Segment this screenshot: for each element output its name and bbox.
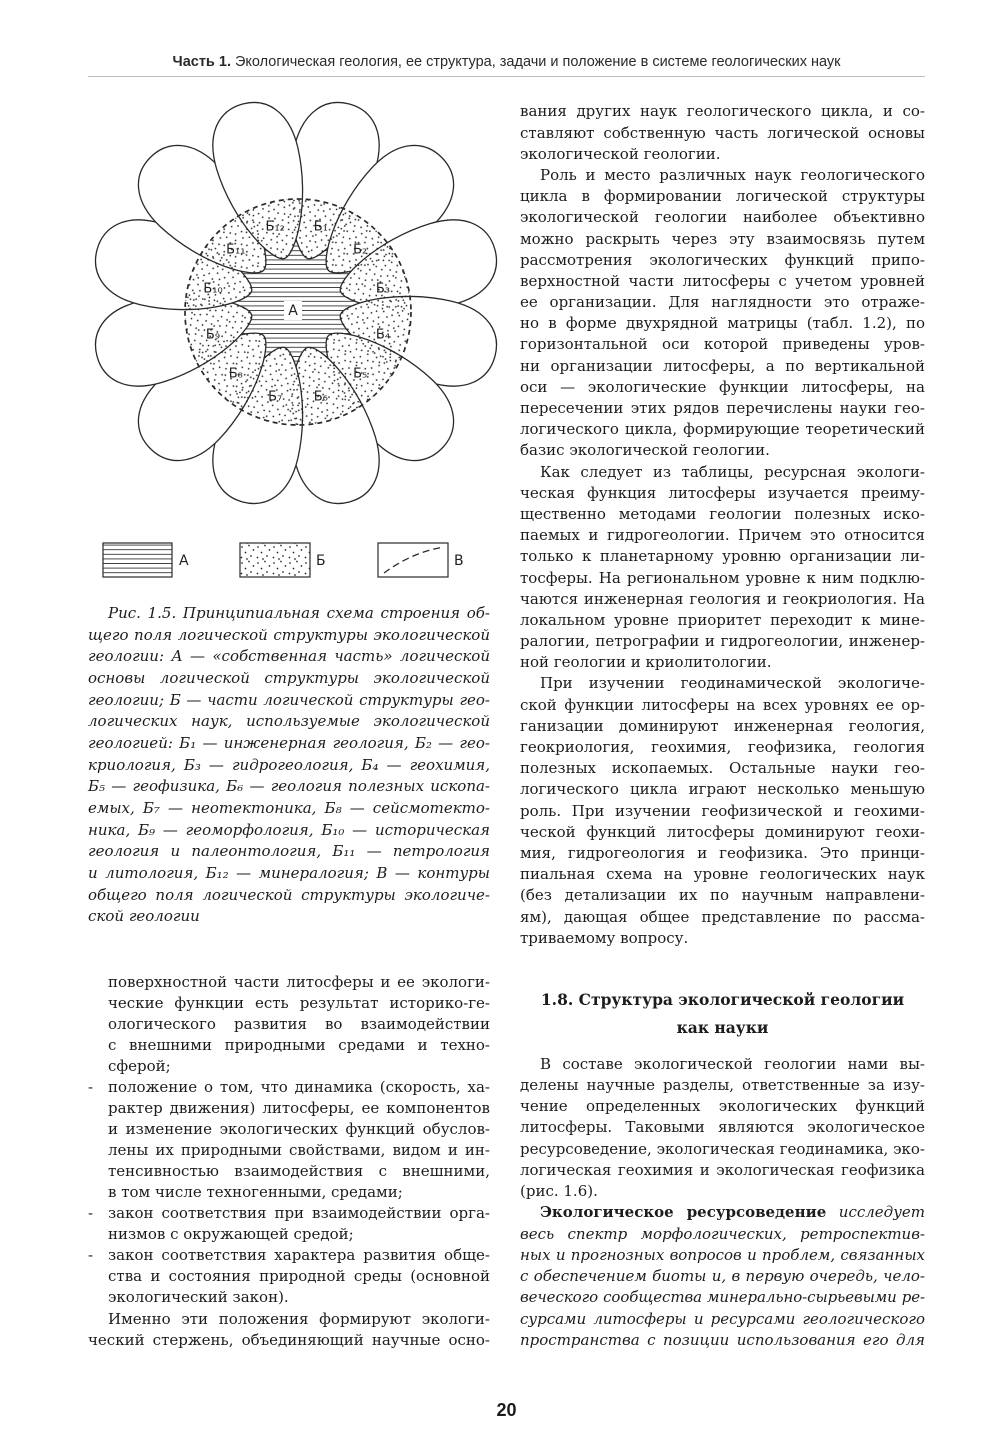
text-line: положение о том, что динамика (скорость, ха- [108,1077,490,1096]
text-line: ческие функции есть результат историко-ге- [108,993,490,1012]
paragraph [88,603,490,928]
text-line: чение определенных экологических функций [520,1097,925,1115]
text-line: роль. При изучении геофизической и геохими- [520,801,925,820]
text-line: и изменение экологических функций обуслов- [108,1119,490,1138]
legend-swatch-b [240,543,310,577]
legend-swatch-a [103,543,172,577]
text-line: При изучении геодинамической экологиче- [540,674,925,693]
text-line: ни организации литосферы, а по вертикальной [520,356,925,375]
text-line: геологии; Б — части логической структуры гео- [88,690,490,709]
section-heading-line-1: 1.8. Структура экологической геологии [540,990,905,1009]
list-item [88,1077,490,1203]
petal-label-b7: Б₇ [268,389,283,405]
legend-label-v: В [454,553,464,569]
text-line: ям), дающая общее представление по рассма- [520,907,925,926]
text-line: ганизации доминируют инженерная геология, [520,716,925,735]
text-line: веческого сообщества минерально-сырьевыми ре- [520,1288,925,1307]
text-line: закон соответствия характера развития обще- [108,1246,490,1265]
text-line: горизонтальной оси которой приведены уров- [520,335,925,354]
text-line: ской функции литосферы на всех уровнях ее ор- [520,695,925,714]
center-label-a: А [288,303,298,319]
text-line: литосферы. Таковыми являются экологическое [520,1118,925,1137]
list-item [88,1245,490,1308]
text-line: Именно эти положения формируют экологи- [108,1309,490,1328]
text-line: полезных ископаемых. Остальные науки гео- [520,759,925,778]
text-line: ства и состояния природной среды (основной [108,1267,490,1286]
text-line: тосферы. На региональном уровне к ним подклю- [520,568,925,587]
text-line: ника, Б₉ — геоморфология, Б₁₀ — историческая [88,820,490,839]
text-line: низмов с окружающей средой; [108,1225,354,1244]
text-line: геологией: Б₁ — инженерная геология, Б₂ — гео- [88,733,490,752]
text-line: чаются инженерная геология и геокриология. На [520,589,925,608]
text-line: рактер движения) литосферы, ее компонентов [108,1098,490,1117]
page-number: 20 [496,1400,517,1420]
text-line: лены их природными свойствами, видом и ин- [108,1141,490,1159]
header-rule [88,76,925,77]
paragraph [520,165,925,462]
petal-label-b5: Б₅ [353,366,368,382]
paragraph [520,673,925,948]
lead-term: Экологическое ресурсоведение [540,1203,827,1222]
petal-label-b2: Б₂ [353,242,368,258]
text-line: ной геологии и криолитологии. [520,653,772,672]
paragraph [520,1202,925,1351]
text-line: геологии: А — «собственная часть» логической [88,647,490,666]
legend [103,543,464,577]
text-line [520,1202,925,1223]
text-line: сурсами литосферы и ресурсами геологического [520,1309,925,1328]
text-line: ческий стержень, объединяющий научные осно- [88,1330,490,1349]
text-line: но в форме двухрядной матрицы (табл. 1.2), по [520,314,925,333]
text-line: Б₅ — геофизика, Б₆ — геология полезных ископа- [88,777,490,796]
text-line: геокриология, геохимия, геофизика, геология [520,738,925,757]
petal-label-b8: Б₈ [228,366,243,382]
text-line: Рис. 1.5. Принципиальная схема строения об- [108,604,490,622]
text-line: вания других наук геологического цикла, и со- [520,102,925,121]
text-line: основы логической структуры экологической [88,668,490,687]
text-line: щественно методами геологии полезных иско- [520,504,925,523]
text-line: оси — экологические функции литосферы, на [520,377,925,396]
text-line: ее организации. Для наглядности это отраже- [520,293,925,312]
text-line: логического цикла играют несколько меньшую [520,780,925,799]
right-column-text [520,101,925,949]
text-line: Роль и место различных наук геологического [540,165,925,184]
list-marker: - [88,1246,94,1265]
text-line: поверхностной части литосферы и ее экологи- [108,972,490,991]
text-line: ологического развития во взаимодействии [108,1014,490,1033]
text-line: весь спектр морфологических, ретроспектив- [520,1224,925,1243]
list-marker: - [88,1204,94,1223]
paragraph [520,1054,925,1203]
petal-label-b9: Б₉ [205,327,221,343]
petal-label-b6: Б₆ [313,389,328,405]
text-line: цикла в формировании логической структуры [520,187,925,206]
text-line: паемых и гидрогеологии. Причем это относится [520,526,925,545]
section-body-text [520,1054,925,1352]
text-line: тенсивностью взаимодействия с внешними, [108,1162,490,1181]
text-line: ных и прогнозных вопросов и проблем, связанных [520,1245,925,1264]
text-line: (рис. 1.6). [520,1182,598,1200]
text-line: базис экологической геологии. [520,441,770,460]
text-line: щего поля логической структуры экологической [88,625,490,644]
text-line: общего поля логической структуры экологиче- [88,885,490,904]
text-line: локальном уровне приоритет переходит к мине- [520,610,925,629]
header-title: Экологическая геология, ее структура, задачи и положение в системе геологических наук [235,54,841,70]
paragraph [520,462,925,674]
figure-caption [88,603,490,928]
text-line: сферой; [108,1056,171,1075]
text-line: верхностной части литосферы с учетом уровней [520,271,925,290]
text-line: ресурсоведение, экологическая геодинамика, эко- [520,1139,925,1158]
legend-label-b: Б [316,553,326,569]
text-line: ческая функция литосферы изучается преиму- [520,483,925,502]
section-heading-line-2: как науки [676,1018,769,1037]
text-line: В составе экологической геологии нами вы- [540,1054,925,1073]
text-line: пиальная схема на уровне геологических наук [520,865,925,884]
list-marker: - [88,1077,94,1096]
text-line: делены научные разделы, ответственные за изу- [520,1075,925,1094]
text-line: ской геологии [88,907,200,926]
petal-label-b1: Б₁ [313,219,328,235]
text-line: мия, гидрогеология и геофизика. Это принци- [520,843,925,862]
text-line: экологической геологии. [520,144,721,163]
text-fragment: исследует [838,1203,925,1222]
running-header [88,53,925,71]
text-line: с обеспечением биоты и, в первую очередь, чело- [520,1267,925,1285]
petal-label-b10: Б₁₀ [203,281,223,297]
text-line: только к планетарному уровню организации ли- [520,547,925,566]
text-line: логических наук, используемые экологической [88,712,490,731]
text-line: емых, Б₇ — неотектоника, Б₈ — сейсмотекто- [88,798,490,817]
text-line: в том числе техногенными, средами; [108,1183,403,1202]
text-line: (без детализации их по научным направлени- [520,886,925,905]
text-line: и литология, Б₁₂ — минералогия; В — контуры [88,863,490,882]
text-line: экологической геологии наиболее объективно [520,208,925,227]
legend-label-a: А [179,553,189,569]
petal-label-b4: Б₄ [375,327,391,343]
petal-label-b11: Б₁₁ [226,242,246,258]
text-line: закон соответствия при взаимодействии орга- [108,1204,490,1223]
text-line: можно раскрыть через эту взаимосвязь путем [520,229,925,248]
text-line: пространства с позиции использования его для [520,1330,925,1349]
text-line: логическая геохимия и экологическая геофизика [520,1160,925,1179]
paragraph [520,101,925,165]
text-line: ческой функций литосферы доминируют геохи- [520,822,925,841]
text-line: пересечении этих рядов перечислены науки гео- [520,399,925,418]
text-line: триваемому вопросу. [520,928,689,947]
text-line: Как следует из таблицы, ресурсная экологи- [540,462,925,481]
petal-label-b12: Б₁₂ [265,219,285,235]
text-line: с внешними природными средами и техно- [108,1035,490,1054]
text-line: рассмотрения экологических функций припо- [520,250,925,269]
section-heading [520,986,925,1042]
flower-scheme [86,93,500,513]
list-item [88,1203,490,1245]
text-line: криология, Б₃ — гидрогеология, Б₄ — геохимия, [88,755,490,774]
text-line: геология и палеонтология, Б₁₁ — петрология [88,842,490,861]
list-item-continuation [88,972,490,1077]
text-line: ралогии, петрографии и гидрогеологии, инженер- [520,632,925,651]
text-line: экологический закон). [108,1288,289,1307]
paragraph [88,1309,490,1351]
header-part-label: Часть 1. [172,54,231,70]
petal-label-b3: Б₃ [375,281,391,297]
left-column-text [88,972,490,1351]
text-line: логического цикла, формирующие теоретический [520,420,925,439]
text-line: ставляют собственную часть логической основы [520,123,925,142]
figure-1-5-diagram [80,90,500,590]
